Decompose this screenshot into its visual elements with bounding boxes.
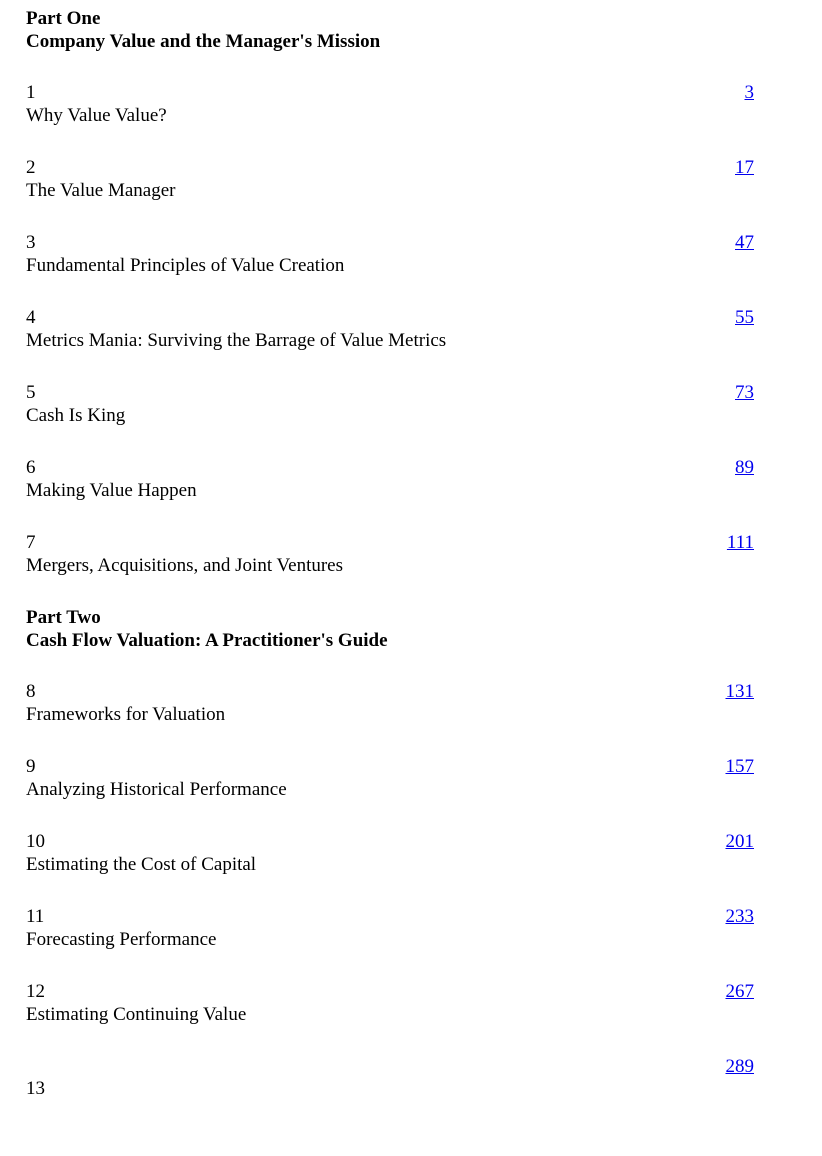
toc-entry bbox=[26, 980, 246, 1026]
page-link[interactable]: 3 bbox=[744, 82, 754, 103]
chapter-number: 5 bbox=[26, 382, 36, 403]
part-heading bbox=[26, 606, 388, 652]
page-link[interactable]: 289 bbox=[725, 1056, 754, 1077]
toc-entry bbox=[26, 1077, 45, 1100]
chapter-title: Frameworks for Valuation bbox=[26, 704, 226, 725]
chapter-title: Estimating Continuing Value bbox=[26, 1004, 247, 1025]
page-link[interactable]: 157 bbox=[725, 756, 754, 777]
toc-entry bbox=[26, 680, 225, 726]
chapter-title: Mergers, Acquisitions, and Joint Ventures bbox=[26, 555, 343, 576]
chapter-number: 13 bbox=[26, 1078, 45, 1099]
part-title: Cash Flow Valuation: A Practitioner's Guide bbox=[26, 630, 388, 651]
chapter-number: 2 bbox=[26, 157, 36, 178]
page-link[interactable]: 201 bbox=[725, 831, 754, 852]
page-link[interactable]: 111 bbox=[726, 532, 754, 553]
page-link[interactable]: 89 bbox=[735, 457, 754, 478]
toc-entry bbox=[26, 531, 343, 577]
chapter-number: 3 bbox=[26, 232, 36, 253]
page-link[interactable]: 55 bbox=[735, 307, 754, 328]
chapter-title: The Value Manager bbox=[26, 180, 176, 201]
page-link[interactable]: 47 bbox=[735, 232, 754, 253]
page-link[interactable]: 131 bbox=[725, 681, 754, 702]
part-label: Part Two bbox=[26, 607, 101, 628]
toc-entry bbox=[26, 81, 167, 127]
toc-entry bbox=[26, 830, 256, 876]
page-link[interactable]: 267 bbox=[725, 981, 754, 1002]
chapter-number: 12 bbox=[26, 981, 45, 1002]
page-link[interactable]: 233 bbox=[725, 906, 754, 927]
chapter-number: 9 bbox=[26, 756, 36, 777]
chapter-title: Cash Is King bbox=[26, 405, 126, 426]
chapter-title: Metrics Mania: Surviving the Barrage of Value Metrics bbox=[26, 330, 447, 351]
chapter-title: Estimating the Cost of Capital bbox=[26, 854, 257, 875]
part-heading bbox=[26, 7, 380, 53]
chapter-number: 11 bbox=[26, 906, 45, 927]
toc-entry bbox=[26, 456, 197, 502]
toc-entry bbox=[26, 905, 216, 951]
toc-entry bbox=[26, 755, 287, 801]
chapter-title: Analyzing Historical Performance bbox=[26, 779, 287, 800]
chapter-title: Why Value Value? bbox=[26, 105, 167, 126]
chapter-title: Fundamental Principles of Value Creation bbox=[26, 255, 345, 276]
toc-entry bbox=[26, 306, 446, 352]
chapter-number: 1 bbox=[26, 82, 36, 103]
chapter-number: 4 bbox=[26, 307, 36, 328]
page-link[interactable]: 73 bbox=[735, 382, 754, 403]
toc-entry bbox=[26, 231, 344, 277]
toc-entry bbox=[26, 156, 175, 202]
chapter-number: 8 bbox=[26, 681, 36, 702]
chapter-number: 7 bbox=[26, 532, 36, 553]
part-title: Company Value and the Manager's Mission bbox=[26, 31, 381, 52]
chapter-number: 10 bbox=[26, 831, 45, 852]
chapter-number: 6 bbox=[26, 457, 36, 478]
part-label: Part One bbox=[26, 8, 101, 29]
chapter-title: Forecasting Performance bbox=[26, 929, 217, 950]
toc-entry bbox=[26, 381, 125, 427]
chapter-title: Making Value Happen bbox=[26, 480, 197, 501]
page-link[interactable]: 17 bbox=[735, 157, 754, 178]
